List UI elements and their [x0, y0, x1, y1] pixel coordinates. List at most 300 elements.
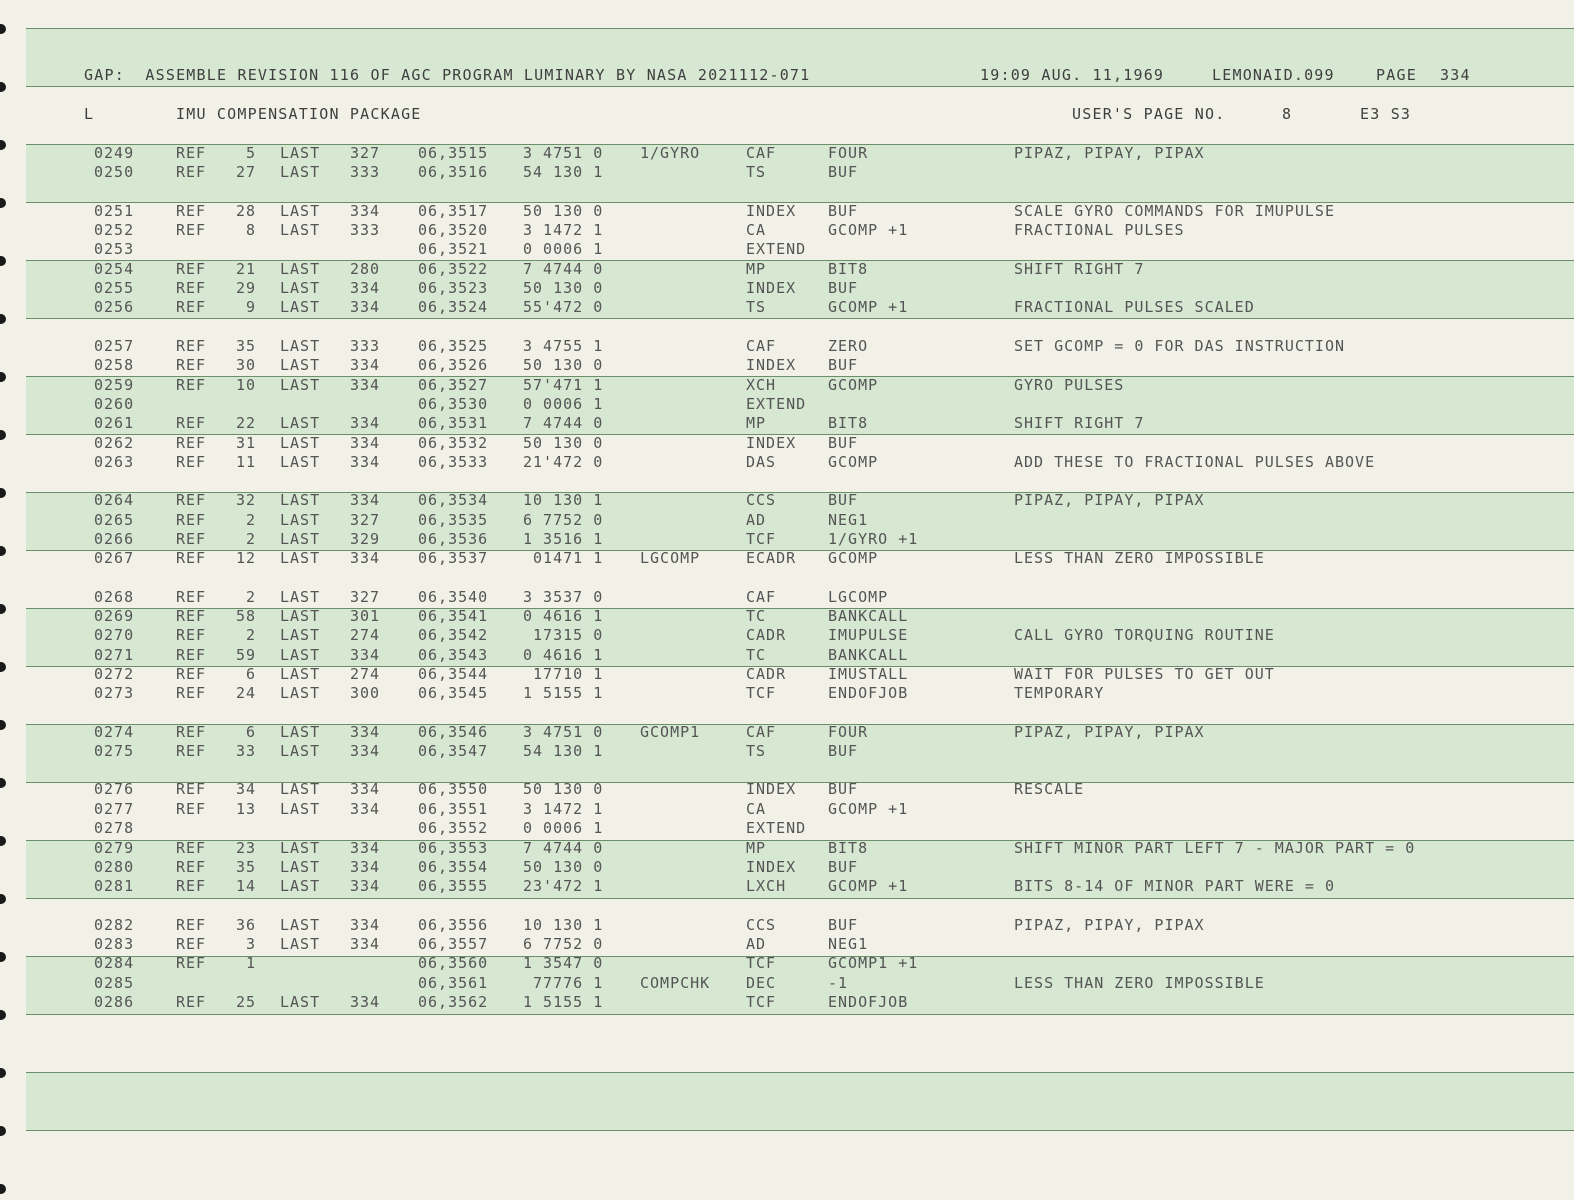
cell-op: CADR: [746, 626, 787, 645]
cell-comment: RESCALE: [1014, 780, 1085, 799]
cell-code: 54 130 1: [523, 742, 604, 761]
cell-operand: 1/GYRO +1: [828, 529, 919, 548]
cell-addr: 06,3544: [418, 665, 489, 684]
sprocket-hole: [0, 430, 6, 440]
cell-comment: GYRO PULSES: [1014, 375, 1125, 394]
cell-ref: REF: [176, 452, 207, 471]
cell-seq: 0276: [94, 780, 135, 799]
cell-code: 23'472 1: [523, 877, 604, 896]
sprocket-hole: [0, 198, 6, 208]
section-header: [84, 104, 1412, 124]
cell-code: 21'472 0: [523, 452, 604, 471]
cell-op: TS: [746, 298, 767, 317]
cell-refn: 25: [235, 992, 256, 1011]
cell-operand: BUF: [828, 201, 859, 220]
cell-addr: 06,3562: [418, 992, 489, 1011]
cell-lastn: 333: [350, 336, 381, 355]
cell-lastn: 334: [350, 433, 381, 452]
cell-comment: ADD THESE TO FRACTIONAL PULSES ABOVE: [1014, 452, 1376, 471]
paper-band: [26, 1072, 1574, 1130]
cell-addr: 06,3524: [418, 298, 489, 317]
cell-last: LAST: [280, 838, 321, 857]
cell-op: LXCH: [746, 877, 787, 896]
cell-code: 1 3547 0: [523, 954, 604, 973]
cell-seq: 0272: [94, 665, 135, 684]
cell-addr: 06,3520: [418, 221, 489, 240]
cell-ref: REF: [176, 665, 207, 684]
sprocket-hole: [0, 894, 6, 904]
cell-seq: 0253: [94, 240, 135, 259]
cell-seq: 0254: [94, 259, 135, 278]
paper-band: [26, 144, 1574, 202]
cell-seq: 0284: [94, 954, 135, 973]
cell-refn: 6: [245, 665, 256, 684]
cell-addr: 06,3554: [418, 857, 489, 876]
cell-ref: REF: [176, 221, 207, 240]
cell-seq: 0251: [94, 201, 135, 220]
cell-op: CAF: [746, 587, 777, 606]
cell-last: LAST: [280, 799, 321, 818]
cell-last: LAST: [280, 587, 321, 606]
cell-operand: BUF: [828, 279, 859, 298]
cell-refn: 21: [235, 259, 256, 278]
cell-ref: REF: [176, 336, 207, 355]
cell-lastn: 334: [350, 742, 381, 761]
cell-addr: 06,3560: [418, 954, 489, 973]
cell-op: INDEX: [746, 356, 797, 375]
cell-code: 0 0006 1: [523, 819, 604, 838]
cell-code: 3 1472 1: [523, 799, 604, 818]
cell-addr: 06,3516: [418, 163, 489, 182]
cell-lastn: 327: [350, 144, 381, 162]
cell-refn: 33: [235, 742, 256, 761]
cell-operand: GCOMP +1: [828, 877, 909, 896]
paper-rule: [26, 492, 1574, 493]
cell-last: LAST: [280, 259, 321, 278]
cell-addr: 06,3532: [418, 433, 489, 452]
cell-addr: 06,3555: [418, 877, 489, 896]
paper-rule: [26, 550, 1574, 551]
paper-rule: [26, 1130, 1574, 1131]
cell-code: 17710 1: [523, 665, 604, 684]
cell-op: AD: [746, 934, 767, 953]
cell-lastn: 334: [350, 915, 381, 934]
cell-addr: 06,3541: [418, 607, 489, 625]
cell-op: TCF: [746, 684, 777, 703]
cell-last: LAST: [280, 452, 321, 471]
sprocket-hole: [0, 662, 6, 672]
cell-op: CAF: [746, 144, 777, 162]
cell-addr: 06,3526: [418, 356, 489, 375]
cell-last: LAST: [280, 645, 321, 664]
cell-seq: 0285: [94, 973, 135, 992]
cell-lastn: 334: [350, 780, 381, 799]
cell-last: LAST: [280, 510, 321, 529]
cell-code: 55'472 0: [523, 298, 604, 317]
paper-rule: [26, 666, 1574, 667]
cell-lastn: 334: [350, 414, 381, 433]
cell-addr: 06,3537: [418, 549, 489, 568]
cell-seq: 0265: [94, 510, 135, 529]
cell-op: TS: [746, 742, 767, 761]
cell-operand: GCOMP: [828, 375, 879, 394]
paper-rule: [26, 1014, 1574, 1015]
cell-seq: 0252: [94, 221, 135, 240]
cell-ref: REF: [176, 433, 207, 452]
listing-header: [84, 65, 1471, 85]
cell-op: TCF: [746, 992, 777, 1011]
cell-code: 54 130 1: [523, 163, 604, 182]
sprocket-hole: [0, 372, 6, 382]
cell-refn: 6: [245, 722, 256, 741]
cell-operand: GCOMP: [828, 549, 879, 568]
cell-code: 10 130 1: [523, 915, 604, 934]
cell-lastn: 334: [350, 356, 381, 375]
cell-last: LAST: [280, 279, 321, 298]
cell-refn: 2: [245, 529, 256, 548]
cell-ref: REF: [176, 356, 207, 375]
cell-seq: 0270: [94, 626, 135, 645]
cell-addr: 06,3553: [418, 838, 489, 857]
cell-ref: REF: [176, 529, 207, 548]
cell-addr: 06,3517: [418, 201, 489, 220]
cell-seq: 0260: [94, 394, 135, 413]
cell-comment: PIPAZ, PIPAY, PIPAX: [1014, 144, 1205, 162]
paper-rule: [26, 202, 1574, 203]
cell-code: 50 130 0: [523, 201, 604, 220]
cell-last: LAST: [280, 375, 321, 394]
cell-code: 57'471 1: [523, 375, 604, 394]
cell-operand: BIT8: [828, 259, 869, 278]
cell-code: 3 4751 0: [523, 144, 604, 162]
cell-code: 50 130 0: [523, 356, 604, 375]
cell-last: LAST: [280, 529, 321, 548]
cell-operand: BUF: [828, 163, 859, 182]
cell-last: LAST: [280, 356, 321, 375]
cell-seq: 0283: [94, 934, 135, 953]
cell-op: TCF: [746, 529, 777, 548]
cell-comment: LESS THAN ZERO IMPOSSIBLE: [1014, 549, 1265, 568]
sprocket-hole: [0, 256, 6, 266]
cell-last: LAST: [280, 915, 321, 934]
cell-seq: 0267: [94, 549, 135, 568]
cell-lastn: 333: [350, 221, 381, 240]
cell-addr: 06,3557: [418, 934, 489, 953]
cell-operand: BANKCALL: [828, 645, 909, 664]
cell-operand: FOUR: [828, 722, 869, 741]
sprocket-hole: [0, 82, 6, 92]
cell-code: 1 5155 1: [523, 992, 604, 1011]
cell-lastn: 333: [350, 163, 381, 182]
cell-lastn: 280: [350, 259, 381, 278]
cell-operand: IMUPULSE: [828, 626, 909, 645]
cell-operand: NEG1: [828, 934, 869, 953]
cell-ref: REF: [176, 587, 207, 606]
cell-code: 3 4751 0: [523, 722, 604, 741]
cell-last: LAST: [280, 992, 321, 1011]
cell-code: 6 7752 0: [523, 510, 604, 529]
cell-op: CA: [746, 799, 767, 818]
cell-ref: REF: [176, 992, 207, 1011]
sprocket-hole: [0, 952, 6, 962]
cell-addr: 06,3561: [418, 973, 489, 992]
cell-op: CAF: [746, 722, 777, 741]
cell-comment: LESS THAN ZERO IMPOSSIBLE: [1014, 973, 1265, 992]
section-code: E3 S3: [1360, 105, 1412, 123]
sprocket-hole: [0, 1126, 6, 1136]
cell-ref: REF: [176, 915, 207, 934]
section-marker: L: [84, 105, 95, 123]
cell-lastn: 334: [350, 857, 381, 876]
cell-op: TCF: [746, 954, 777, 973]
cell-ref: REF: [176, 626, 207, 645]
cell-last: LAST: [280, 722, 321, 741]
cell-refn: 34: [235, 780, 256, 799]
cell-last: LAST: [280, 607, 321, 625]
header-file: LEMONAID.099: [1212, 66, 1335, 84]
cell-op: CAF: [746, 336, 777, 355]
cell-lastn: 334: [350, 452, 381, 471]
cell-comment: WAIT FOR PULSES TO GET OUT: [1014, 665, 1275, 684]
cell-refn: 12: [235, 549, 256, 568]
cell-comment: PIPAZ, PIPAY, PIPAX: [1014, 722, 1205, 741]
cell-refn: 3: [245, 934, 256, 953]
cell-lastn: 334: [350, 722, 381, 741]
cell-op: DAS: [746, 452, 777, 471]
cell-op: AD: [746, 510, 767, 529]
cell-code: 3 4755 1: [523, 336, 604, 355]
cell-code: 0 4616 1: [523, 607, 604, 625]
cell-op: TC: [746, 645, 767, 664]
cell-code: 1 3516 1: [523, 529, 604, 548]
cell-op: CADR: [746, 665, 787, 684]
cell-operand: GCOMP1 +1: [828, 954, 919, 973]
cell-operand: BANKCALL: [828, 607, 909, 625]
cell-comment: SHIFT RIGHT 7: [1014, 414, 1145, 433]
cell-lastn: 327: [350, 587, 381, 606]
cell-seq: 0274: [94, 722, 135, 741]
cell-op: ECADR: [746, 549, 797, 568]
cell-addr: 06,3545: [418, 684, 489, 703]
cell-lastn: 334: [350, 298, 381, 317]
paper-rule: [26, 956, 1574, 957]
cell-label: COMPCHK: [640, 973, 711, 992]
cell-code: 7 4744 0: [523, 838, 604, 857]
cell-seq: 0273: [94, 684, 135, 703]
cell-last: LAST: [280, 144, 321, 162]
sprocket-hole: [0, 1184, 6, 1194]
cell-refn: 2: [245, 510, 256, 529]
cell-addr: 06,3551: [418, 799, 489, 818]
cell-operand: GCOMP +1: [828, 799, 909, 818]
cell-refn: 36: [235, 915, 256, 934]
cell-last: LAST: [280, 877, 321, 896]
cell-ref: REF: [176, 857, 207, 876]
cell-last: LAST: [280, 433, 321, 452]
cell-operand: GCOMP +1: [828, 221, 909, 240]
cell-refn: 27: [235, 163, 256, 182]
cell-lastn: 334: [350, 934, 381, 953]
cell-comment: BITS 8-14 OF MINOR PART WERE = 0: [1014, 877, 1335, 896]
cell-refn: 58: [235, 607, 256, 625]
header-date: 19:09 AUG. 11,1969: [980, 66, 1165, 84]
cell-addr: 06,3540: [418, 587, 489, 606]
cell-ref: REF: [176, 838, 207, 857]
cell-lastn: 329: [350, 529, 381, 548]
paper-rule: [26, 724, 1574, 725]
paper-rule: [26, 782, 1574, 783]
cell-refn: 11: [235, 452, 256, 471]
cell-label: 1/GYRO: [640, 144, 701, 162]
cell-seq: 0268: [94, 587, 135, 606]
cell-ref: REF: [176, 279, 207, 298]
sprocket-hole: [0, 546, 6, 556]
cell-last: LAST: [280, 336, 321, 355]
cell-seq: 0281: [94, 877, 135, 896]
header-page-label: PAGE: [1376, 66, 1417, 84]
cell-operand: -1: [828, 973, 849, 992]
cell-seq: 0250: [94, 163, 135, 182]
cell-code: 10 130 1: [523, 491, 604, 510]
cell-last: LAST: [280, 163, 321, 182]
cell-refn: 30: [235, 356, 256, 375]
cell-comment: SET GCOMP = 0 FOR DAS INSTRUCTION: [1014, 336, 1346, 355]
paper-band: [26, 492, 1574, 550]
cell-operand: GCOMP: [828, 452, 879, 471]
cell-op: MP: [746, 838, 767, 857]
cell-ref: REF: [176, 510, 207, 529]
user-page-number: 8: [1282, 105, 1293, 123]
cell-lastn: 274: [350, 665, 381, 684]
cell-op: TS: [746, 163, 767, 182]
header-page-number: 334: [1440, 66, 1471, 84]
cell-lastn: 334: [350, 992, 381, 1011]
cell-op: INDEX: [746, 279, 797, 298]
cell-lastn: 334: [350, 549, 381, 568]
cell-seq: 0282: [94, 915, 135, 934]
cell-ref: REF: [176, 684, 207, 703]
sprocket-hole: [0, 488, 6, 498]
cell-last: LAST: [280, 201, 321, 220]
paper-band: [26, 608, 1574, 666]
cell-code: 7 4744 0: [523, 414, 604, 433]
cell-op: TC: [746, 607, 767, 625]
cell-refn: 24: [235, 684, 256, 703]
cell-op: INDEX: [746, 433, 797, 452]
cell-refn: 35: [235, 857, 256, 876]
cell-op: MP: [746, 414, 767, 433]
cell-label: GCOMP1: [640, 722, 701, 741]
cell-seq: 0264: [94, 491, 135, 510]
cell-operand: BUF: [828, 491, 859, 510]
cell-lastn: 327: [350, 510, 381, 529]
cell-ref: REF: [176, 491, 207, 510]
sprocket-hole: [0, 24, 6, 34]
cell-seq: 0275: [94, 742, 135, 761]
cell-operand: BUF: [828, 433, 859, 452]
cell-op: EXTEND: [746, 394, 807, 413]
cell-addr: 06,3550: [418, 780, 489, 799]
cell-refn: 59: [235, 645, 256, 664]
cell-seq: 0258: [94, 356, 135, 375]
cell-lastn: 334: [350, 645, 381, 664]
cell-refn: 5: [245, 144, 256, 162]
paper-rule: [26, 144, 1574, 145]
cell-code: 50 130 0: [523, 780, 604, 799]
cell-op: DEC: [746, 973, 777, 992]
sprocket-hole: [0, 778, 6, 788]
cell-addr: 06,3527: [418, 375, 489, 394]
cell-operand: BUF: [828, 742, 859, 761]
cell-addr: 06,3522: [418, 259, 489, 278]
paper-rule: [26, 1072, 1574, 1073]
paper-band: [26, 724, 1574, 782]
cell-addr: 06,3531: [418, 414, 489, 433]
cell-code: 3 3537 0: [523, 587, 604, 606]
cell-seq: 0261: [94, 414, 135, 433]
cell-op: INDEX: [746, 201, 797, 220]
cell-seq: 0257: [94, 336, 135, 355]
paper-rule: [26, 260, 1574, 261]
cell-comment: SCALE GYRO COMMANDS FOR IMUPULSE: [1014, 201, 1335, 220]
cell-code: 01471 1: [523, 549, 604, 568]
cell-refn: 31: [235, 433, 256, 452]
cell-addr: 06,3525: [418, 336, 489, 355]
cell-lastn: 334: [350, 838, 381, 857]
cell-addr: 06,3536: [418, 529, 489, 548]
user-page-label: USER'S PAGE NO.: [1072, 105, 1226, 123]
cell-last: LAST: [280, 626, 321, 645]
cell-ref: REF: [176, 163, 207, 182]
cell-seq: 0277: [94, 799, 135, 818]
cell-addr: 06,3546: [418, 722, 489, 741]
paper-rule: [26, 898, 1574, 899]
cell-op: CA: [746, 221, 767, 240]
cell-ref: REF: [176, 414, 207, 433]
cell-op: MP: [746, 259, 767, 278]
cell-comment: TEMPORARY: [1014, 684, 1105, 703]
cell-addr: 06,3534: [418, 491, 489, 510]
sprocket-hole: [0, 720, 6, 730]
cell-lastn: 334: [350, 375, 381, 394]
cell-seq: 0279: [94, 838, 135, 857]
cell-lastn: 334: [350, 799, 381, 818]
cell-ref: REF: [176, 722, 207, 741]
cell-refn: 32: [235, 491, 256, 510]
cell-refn: 2: [245, 587, 256, 606]
sprocket-hole: [0, 314, 6, 324]
cell-refn: 2: [245, 626, 256, 645]
cell-ref: REF: [176, 877, 207, 896]
cell-code: 77776 1: [523, 973, 604, 992]
cell-addr: 06,3556: [418, 915, 489, 934]
cell-addr: 06,3533: [418, 452, 489, 471]
paper-rule: [26, 86, 1574, 87]
cell-operand: BUF: [828, 780, 859, 799]
paper-rule: [26, 376, 1574, 377]
cell-last: LAST: [280, 742, 321, 761]
paper-rule: [26, 434, 1574, 435]
cell-addr: 06,3535: [418, 510, 489, 529]
cell-operand: FOUR: [828, 144, 869, 162]
paper-rule: [26, 28, 1574, 29]
cell-code: 0 0006 1: [523, 394, 604, 413]
cell-operand: BUF: [828, 857, 859, 876]
cell-addr: 06,3521: [418, 240, 489, 259]
cell-seq: 0255: [94, 279, 135, 298]
cell-seq: 0286: [94, 992, 135, 1011]
cell-comment: CALL GYRO TORQUING ROUTINE: [1014, 626, 1275, 645]
